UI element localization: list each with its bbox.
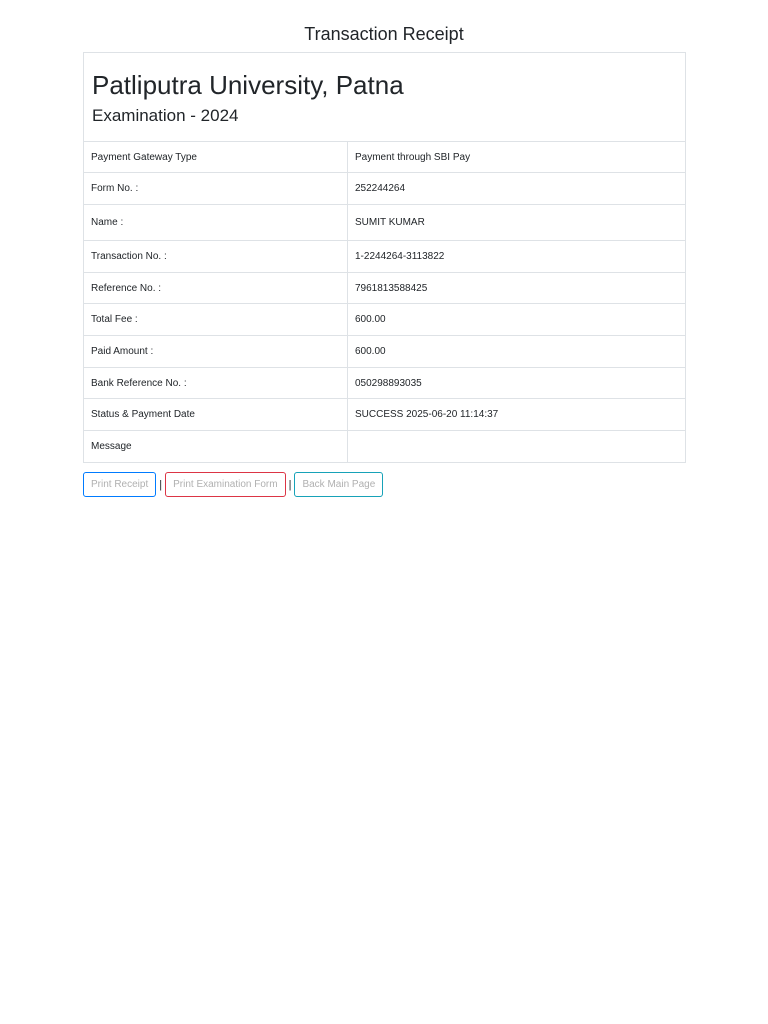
row-value: 7961813588425: [355, 282, 428, 294]
print-examination-form-button[interactable]: Print Examination Form: [165, 472, 285, 497]
print-receipt-button[interactable]: Print Receipt: [83, 472, 156, 497]
row-value: [348, 431, 685, 462]
row-label: Status & Payment Date: [84, 399, 348, 430]
action-bar: [83, 472, 383, 497]
row-value: 600.00: [355, 346, 386, 357]
row-transaction-no: [84, 241, 685, 273]
row-status-payment-date: [84, 399, 685, 431]
row-label: Transaction No. :: [84, 241, 348, 272]
row-value: 600.00: [355, 314, 386, 325]
separator: |: [159, 478, 163, 491]
row-value: 1-2244264-3113822: [355, 251, 445, 262]
row-value: Payment through SBI Pay: [355, 151, 471, 163]
row-total-fee: [84, 304, 685, 336]
row-value: 252244264: [355, 183, 406, 194]
row-value: SUCCESS 2025-06-20 11:14:37: [355, 409, 499, 420]
row-reference-no: [84, 273, 685, 304]
row-name: [84, 205, 685, 241]
row-value: 050298893035: [355, 377, 422, 389]
row-label: Form No. :: [84, 173, 348, 204]
row-label: Name :: [84, 205, 348, 240]
row-payment-gateway: [84, 142, 685, 173]
row-label: Bank Reference No. :: [84, 368, 348, 398]
separator: |: [288, 478, 292, 491]
row-label: Reference No. :: [84, 273, 348, 303]
row-paid-amount: [84, 336, 685, 368]
row-label: Total Fee :: [84, 304, 348, 335]
row-bank-reference-no: [84, 368, 685, 399]
university-name: Patliputra University, Patna: [92, 70, 404, 100]
row-value: SUMIT KUMAR: [355, 217, 425, 228]
back-main-page-button[interactable]: Back Main Page: [294, 472, 383, 497]
row-label: Payment Gateway Type: [84, 142, 348, 172]
exam-name: Examination - 2024: [92, 106, 239, 125]
row-message: [84, 431, 685, 462]
row-form-no: [84, 173, 685, 205]
page-title: Transaction Receipt: [304, 24, 464, 44]
receipt-header: [84, 53, 685, 142]
row-label: Paid Amount :: [84, 336, 348, 367]
receipt-table: [83, 52, 686, 463]
row-label: Message: [84, 431, 348, 462]
